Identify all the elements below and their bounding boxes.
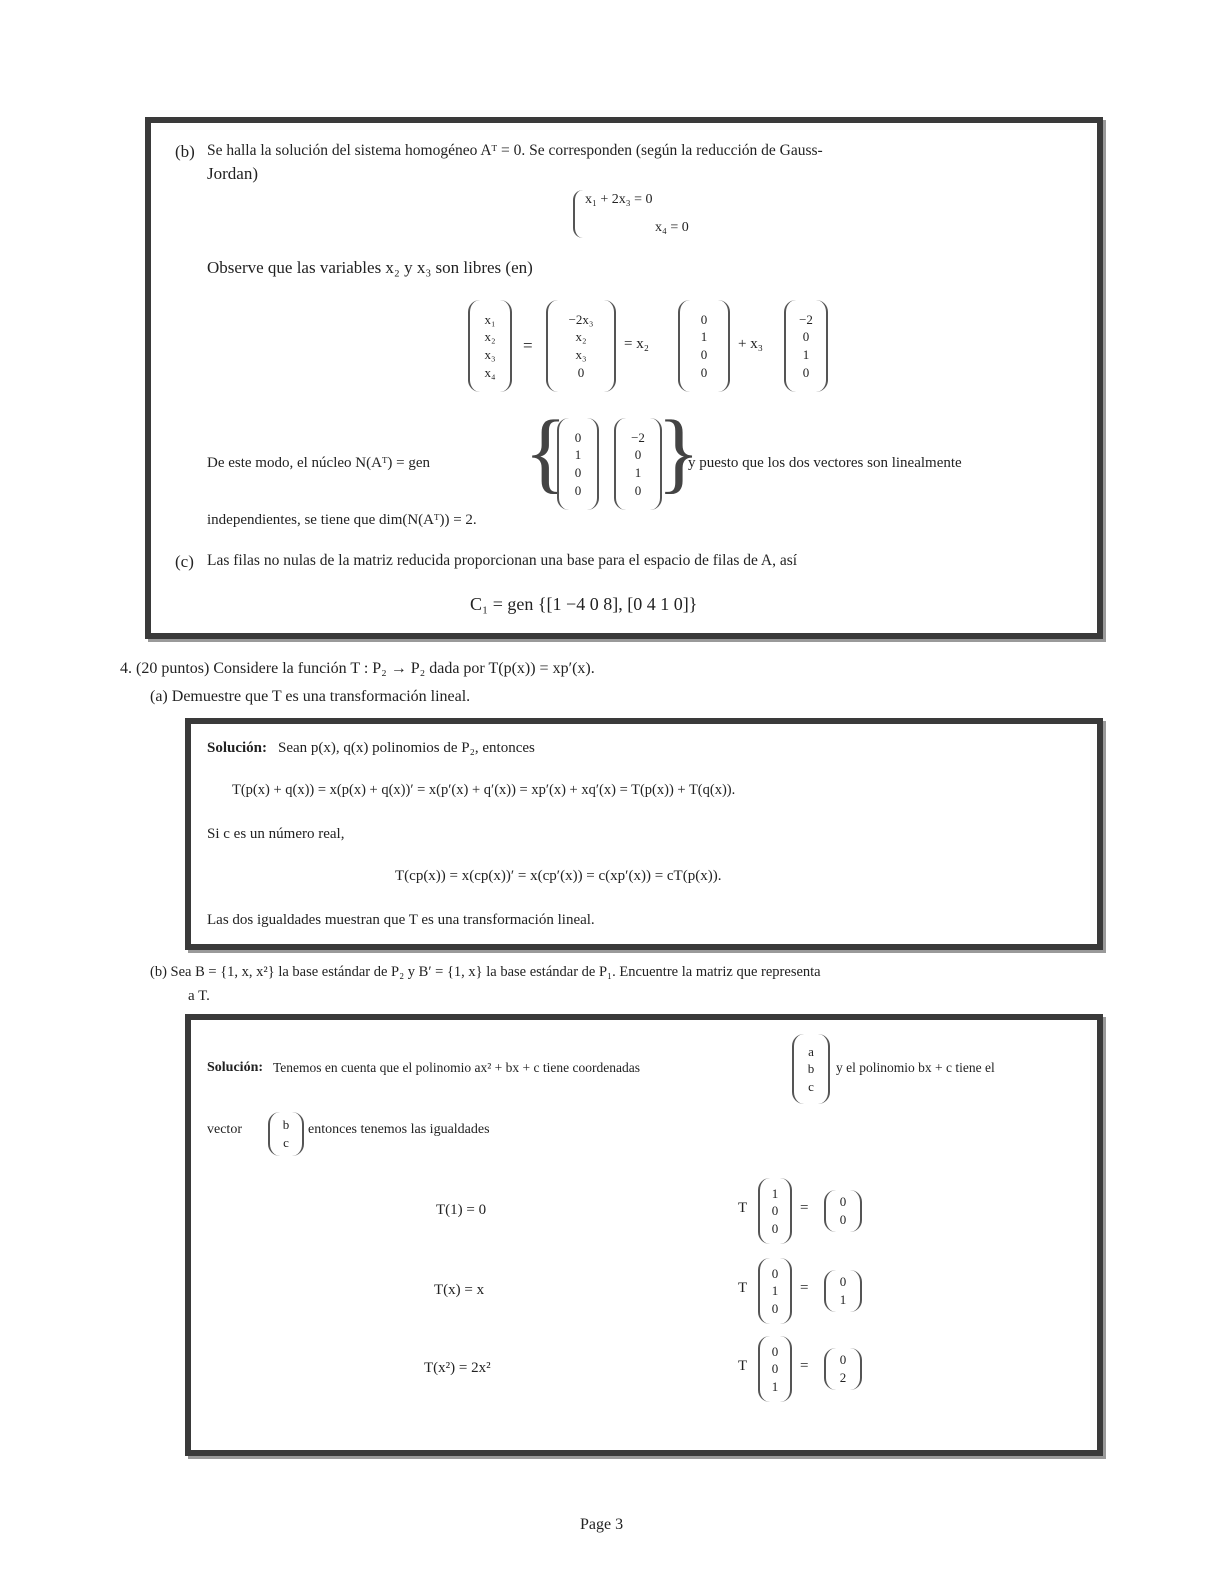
basis-coord-x: 0 1 0 <box>758 1258 792 1324</box>
basis-vector-2: −2 0 1 0 <box>784 300 828 392</box>
T-symbol-row3: T <box>738 1358 748 1374</box>
span-vector-1: 0 1 0 0 <box>557 418 599 510</box>
image-coord-x: 0 1 <box>824 1270 862 1312</box>
coef-x3: + x₃ <box>738 336 763 352</box>
linearity-sum-eq: T(p(x) + q(x)) = x(p(x) + q(x))′ = x(p′(x) + q′(x)) = xp′(x) + xq′(x) = T(p(x)) + T(q(x)). <box>232 782 736 798</box>
solution-b-line2-suffix: entonces tenemos las igualdades <box>308 1122 490 1137</box>
coef-x2: = x₂ <box>624 336 649 352</box>
span-right-brace: } <box>657 403 701 502</box>
equals-sign: = <box>523 336 533 355</box>
solution-box-b <box>185 1014 1103 1456</box>
page-number: Page 3 <box>580 1516 624 1533</box>
basis-coord-x2: 0 0 1 <box>758 1336 792 1402</box>
part-b-text-line1: Se halla la solución del sistema homogéneo Aᵀ = 0. Se corresponden (según la reducción de Gauss- <box>207 142 823 159</box>
basis-coord-1: 1 0 0 <box>758 1178 792 1244</box>
equals-row1: = <box>800 1200 809 1216</box>
span-left-brace: { <box>524 403 568 502</box>
problem-4-part-b-line1: (b) Sea B = {1, x, x²} la base estándar de P₂ y B′ = {1, x} la base estándar de P₁. Encuentre la matriz que representa <box>150 964 821 980</box>
solution-a-line1: Sean p(x), q(x) polinomios de P₂, entonces <box>278 740 535 756</box>
solution-b-line1: Tenemos en cuenta que el polinomio ax² + bx + c tiene coordenadas <box>273 1060 640 1075</box>
solution-b-heading: Solución: <box>207 1060 264 1075</box>
image-coord-1: 0 0 <box>824 1190 862 1232</box>
lhs-vector: x₁ x₂ x₃ x₄ <box>468 300 512 392</box>
dimension-line: independientes, se tiene que dim(N(Aᵀ)) = 2. <box>207 512 477 528</box>
problem-4-statement: 4. (20 puntos) Considere la función T : P₂ → P₂ dada por T(p(x)) = xp′(x). <box>120 660 595 677</box>
problem-4-part-a: (a) Demuestre que T es una transformación lineal. <box>150 688 471 705</box>
image-coord-x2: 0 2 <box>824 1348 862 1390</box>
equals-row3: = <box>800 1358 809 1374</box>
system-brace <box>573 190 583 238</box>
T-symbol-row2: T <box>738 1280 748 1296</box>
solution-b-line1-suffix: y el polinomio bx + c tiene el <box>836 1060 995 1075</box>
null-space-span-suffix: y puesto que los dos vectores son linealmente <box>688 455 962 471</box>
part-c-label: (c) <box>175 552 194 571</box>
part-b-text-line2: Jordan) <box>207 164 258 183</box>
free-variables-text: Observe que las variables x₂ y x₃ son libres (en) <box>207 258 533 277</box>
equals-row2: = <box>800 1280 809 1296</box>
coordinate-vector-bc: b c <box>268 1112 304 1156</box>
image-of-1: T(1) = 0 <box>436 1202 487 1218</box>
image-of-x2: T(x²) = 2x² <box>424 1360 491 1376</box>
coordinate-vector-abc: a b c <box>792 1034 830 1104</box>
T-symbol-row1: T <box>738 1200 748 1216</box>
solution-a-heading: Solución: <box>207 740 268 756</box>
part-b-label: (b) <box>175 142 195 161</box>
solution-a-line2: Si c es un número real, <box>207 826 345 842</box>
mid-vector: −2x₃ x₂ x₃ 0 <box>546 300 616 392</box>
basis-vector-1: 0 1 0 0 <box>678 300 730 392</box>
system-eq2: x₄ = 0 <box>655 220 689 235</box>
image-of-x: T(x) = x <box>434 1282 485 1298</box>
solution-a-conclusion: Las dos igualdades muestran que T es una transformación lineal. <box>207 912 595 928</box>
span-vector-2: −2 0 1 0 <box>614 418 662 510</box>
null-space-span-prefix: De este modo, el núcleo N(Aᵀ) = gen <box>207 455 430 471</box>
part-c-text: Las filas no nulas de la matriz reducida proporcionan una base para el espacio de filas de A, así <box>207 552 798 569</box>
solution-b-vector-word: vector <box>207 1122 242 1137</box>
problem-4-part-b-line2: a T. <box>188 988 210 1004</box>
linearity-scalar-eq: T(cp(x)) = x(cp(x))′ = x(cp′(x)) = c(xp′(x)) = cT(p(x)). <box>395 868 722 884</box>
system-eq1: x₁ + 2x₃ = 0 <box>585 192 653 207</box>
row-space-formula: C₁ = gen {[1 −4 0 8], [0 4 1 0]} <box>470 594 698 614</box>
